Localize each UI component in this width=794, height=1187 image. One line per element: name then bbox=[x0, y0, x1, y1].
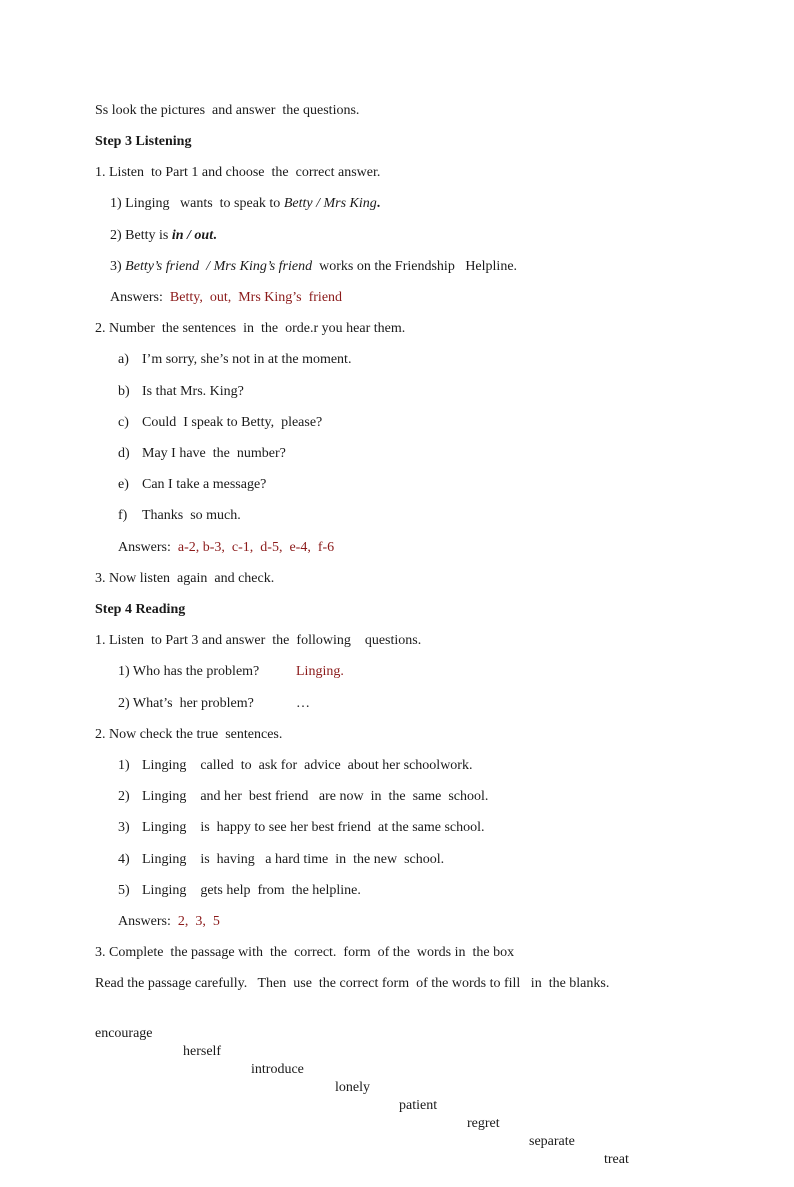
item-letter: e) bbox=[118, 477, 129, 492]
item-letter: c) bbox=[118, 415, 129, 430]
item-text: Is that Mrs. King? bbox=[142, 384, 244, 399]
q2-options: in / out bbox=[171, 228, 214, 243]
step3-task3: 3. Now listen again and check. bbox=[95, 571, 275, 586]
q3-options: Betty’s friend / Mrs King’s friend bbox=[125, 259, 313, 274]
step4-task2-title: 2. Now check the true sentences. bbox=[95, 727, 283, 742]
word-box-item: herself bbox=[183, 1044, 222, 1059]
item-text: Can I take a message? bbox=[142, 477, 267, 492]
step4-task3-title: 3. Complete the passage with the correct. form of the words in the box bbox=[95, 945, 515, 960]
question-answer: … bbox=[296, 696, 310, 711]
question-text: 2) What’s her problem? bbox=[118, 696, 254, 711]
q1-end: . bbox=[376, 196, 381, 211]
item-text: Could I speak to Betty, please? bbox=[142, 415, 323, 430]
item-text: Linging is happy to see her best friend at the same school. bbox=[142, 820, 485, 835]
answers-label: Answers: bbox=[118, 914, 178, 929]
list-item bbox=[118, 757, 473, 775]
item-text: Linging and her best friend are now in the same school. bbox=[142, 789, 489, 804]
step4-task1-q1 bbox=[118, 663, 344, 681]
word-box-item: introduce bbox=[251, 1062, 304, 1077]
step3-task1-q2 bbox=[110, 227, 217, 245]
list-item bbox=[118, 882, 361, 900]
item-text: Linging gets help from the helpline. bbox=[142, 883, 361, 898]
word-box-item: lonely bbox=[335, 1080, 370, 1095]
item-text: Linging called to ask for advice about her schoolwork. bbox=[142, 758, 473, 773]
word-box-item: regret bbox=[467, 1116, 500, 1131]
list-item bbox=[118, 414, 323, 432]
item-letter: b) bbox=[118, 384, 130, 399]
step4-task2-answers bbox=[118, 913, 220, 931]
q2-end: . bbox=[213, 228, 217, 243]
item-number: 5) bbox=[118, 883, 130, 898]
list-item bbox=[118, 851, 445, 869]
item-number: 3) bbox=[118, 820, 130, 835]
list-item bbox=[118, 445, 286, 463]
step3-task1-title: 1. Listen to Part 1 and choose the correct answer. bbox=[95, 165, 381, 180]
item-number: 2) bbox=[118, 789, 130, 804]
word-box-item: patient bbox=[399, 1098, 438, 1113]
step3-task2-answers bbox=[118, 539, 334, 557]
item-text: Linging is having a hard time in the new school. bbox=[142, 852, 445, 867]
answers-label: Answers: bbox=[118, 540, 178, 555]
answers-value: Betty, out, Mrs King’s friend bbox=[169, 290, 343, 305]
word-box-item: encourage bbox=[95, 1026, 153, 1041]
word-box-item: treat bbox=[604, 1152, 629, 1167]
step3-task1-answers bbox=[110, 289, 342, 307]
word-box-item: separate bbox=[529, 1134, 575, 1149]
q3-suffix: works on the Friendship Helpline. bbox=[312, 259, 518, 274]
word-box bbox=[95, 1007, 695, 1187]
step4-task1-title: 1. Listen to Part 3 and answer the following questions. bbox=[95, 633, 422, 648]
list-item bbox=[118, 351, 352, 369]
q3-prefix: 3) bbox=[110, 259, 126, 274]
list-item bbox=[118, 507, 241, 525]
question-answer: Linging. bbox=[296, 664, 344, 679]
item-text: I’m sorry, she’s not in at the moment. bbox=[142, 352, 352, 367]
list-item bbox=[118, 383, 244, 401]
step3-heading: Step 3 Listening bbox=[95, 134, 192, 149]
answers-value: 2, 3, 5 bbox=[177, 914, 220, 929]
question-text: 1) Who has the problem? bbox=[118, 664, 260, 679]
q2-prefix: 2) Betty is bbox=[110, 228, 172, 243]
answers-value: a-2, b-3, c-1, d-5, e-4, f-6 bbox=[177, 540, 335, 555]
item-letter: d) bbox=[118, 446, 130, 461]
step4-task1-q2 bbox=[118, 695, 310, 713]
q1-prefix: 1) Linging wants to speak to bbox=[110, 196, 284, 211]
q1-options: Betty / Mrs King bbox=[283, 196, 377, 211]
step3-task1-q1 bbox=[110, 195, 380, 213]
item-number: 1) bbox=[118, 758, 130, 773]
answers-label: Answers: bbox=[110, 290, 170, 305]
step4-task3-instruction: Read the passage carefully. Then use the correct form of the words to fill in the blanks. bbox=[95, 976, 610, 991]
intro-text: Ss look the pictures and answer the questions. bbox=[95, 103, 360, 118]
item-letter: a) bbox=[118, 352, 129, 367]
list-item bbox=[118, 476, 267, 494]
step4-heading: Step 4 Reading bbox=[95, 602, 186, 617]
step3-task1-q3 bbox=[110, 258, 517, 276]
list-item bbox=[118, 788, 489, 806]
item-text: May I have the number? bbox=[142, 446, 286, 461]
item-letter: f) bbox=[118, 508, 128, 523]
item-number: 4) bbox=[118, 852, 130, 867]
step3-task2-title: 2. Number the sentences in the orde.r you hear them. bbox=[95, 321, 406, 336]
list-item bbox=[118, 819, 485, 837]
item-text: Thanks so much. bbox=[142, 508, 241, 523]
